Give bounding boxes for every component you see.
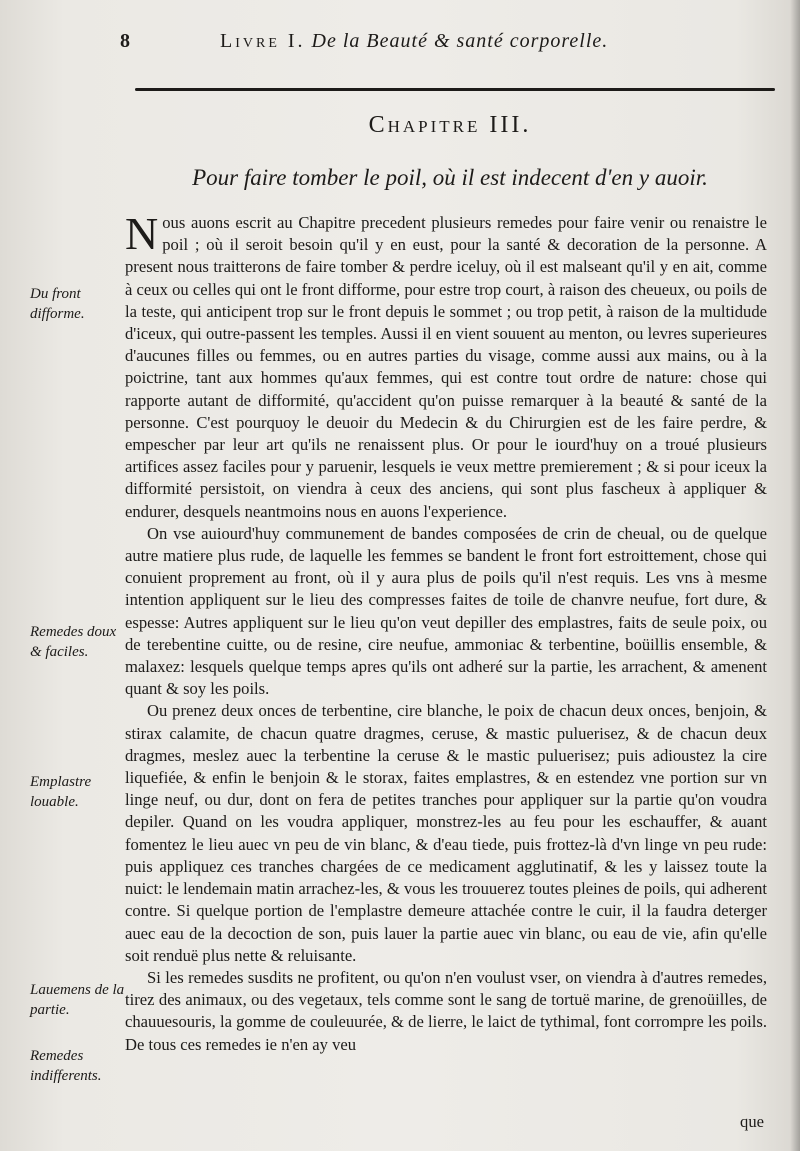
paragraph-3: Ou prenez deux onces de terbentine, cire blanche, le poix de chacun deux onces, benjoin, & stirax calamite, de chacun quatre dragmes, ceruse, & mastic puluerisez, & de chacun deux dragmes, meslez auec la terbentine la ceruse & le mastic puluerisez; puis adioustez la cire liquefiée, & enfin le benjoin & le storax, faites emplastres, & en estendez vne portion sur vn linge neuf, ou dur, dont on fera de petites tranches pour appliquer sur la partie qu'on voudra depiler. Quand on les voudra appliquer, monstrez-les au feu pour les eschauffer, & auant fomentez le lieu auec vn peu de vin blanc, & d'eau tiede, puis frottez-là d'vn linge vn peu rude: puis appliquez ces tranches chargées de ce medicament agglutinatif, & les y laissez toute la nuict: le lendemain matin arrachez-les, & vous les trouuerez toutes pleines de poils, qui adherent contre. Si quelque portion de l'emplastre demeure attachée contre le cuir, il la faudra deterger auec eau de la decoction de son, puis lauer la partie auec vin blanc, ou eau de vie, afin qu'elle soit renduë plus nette & reluisante. [125, 701, 767, 965]
margin-note-remedes-doux: Remedes doux & faciles. [30, 624, 117, 660]
margin-note-lauemens: Lauemens de la partie. [30, 982, 125, 1018]
body-text [125, 208, 767, 1056]
header-rule [135, 88, 775, 91]
catchword: que [740, 1112, 764, 1131]
paragraph-1-text: ous auons escrit au Chapitre precedent plusieurs remedes pour faire venir ou renaistre le poil ; où il seroit besoin qu'il y en eust, pour la santé & decoration de la personne. A present nous traitterons de faire tomber & perdre iceluy, où il est malseant qu'il y en ait, comme à ceux ou celles qui ont le front difforme, pour estre trop court, à raison des cheueux, ou poils de la teste, qui anticipent trop sur le front depuis le sommet ; ou trop petit, à raison de la multidude d'iceux, qui outre-passent les temples. Aussi il en vient souuent au menton, ou levres superieures d'aucunes filles ou femmes, ou en autres parties du visage, comme aussi aux mains, ou à la poictrine, tant aux hommes qu'aux femmes, qui est contre tout ordre de nature: chose qui rapporte autant de difformité, qu'accident qu'on puisse remarquer à la beauté & santé de la personne. C'est pourquoy le deuoir du Medecin & du Chirurgien est de les faire perdre, & empescher par leur art qu'ils ne renaissent plus. Or pour le iourd'huy on a troué plusieurs artifices assez faciles pour y paruenir, lesquels ie veux mettre premierement ; & si pour iceux la difformité persistoit, on viendra à ceux des anciens, qui sont plus fascheux à appliquer & endurer, desquels neantmoins nous en auons l'experience. [125, 213, 767, 521]
page-number: 8 [120, 30, 130, 52]
drop-cap: N [125, 208, 159, 259]
paragraph-2: On vse auiourd'huy communement de bandes composées de crin de cheual, ou de quelque autre matiere plus rude, de laquelle les femmes se bandent le front fort estroittement, chose qui conuient proprement au front, où il y aura plus de poils qu'il n'est requis. Les vns à mesme intention appliquent sur le lieu des compresses faites de toile de chanvre neufue, fort dure, & espesse: Autres appliquent sur le lieu qu'on veut depiller des emplastres, faits de seule poix, ou de terebentine cuitte, ou de resine, cire neufue, ammoniac & terbentine, boüillis ensemble, & malaxez: lesquels quelque temps apres qu'ils ont adheré sur la partie, les arrachent, & amenent quant & soy les poils. [125, 523, 767, 699]
paragraph-1 [125, 208, 767, 523]
margin-note-front: Du front difforme. [30, 286, 85, 322]
chapter-subtitle: Pour faire tomber le poil, où il est indecent d'en y auoir. [192, 165, 708, 190]
chapter-title: Chapitre III. [368, 112, 532, 138]
paragraph-4: Si les remedes susdits ne profitent, ou qu'on n'en voulust vser, on viendra à d'autres remedes, tirez des animaux, ou des vegetaux, tels comme sont le sang de tortuë marine, de grenoüilles, de chauuesouris, la gomme de couleuurée, & de lierre, le laict de tythimal, font corrompre les poils. De tous ces remedes ie n'en ay veu [125, 967, 767, 1054]
running-title [220, 30, 608, 53]
book-subject: De la Beauté & santé corporelle. [311, 30, 609, 52]
page-edge-shadow [790, 0, 800, 1151]
margin-note-emplastre: Emplastre louable. [30, 774, 92, 810]
margin-note-remedes-indifferents: Remedes indifferents. [30, 1048, 102, 1084]
book-label: Livre I. [220, 30, 306, 52]
running-header [120, 30, 770, 60]
